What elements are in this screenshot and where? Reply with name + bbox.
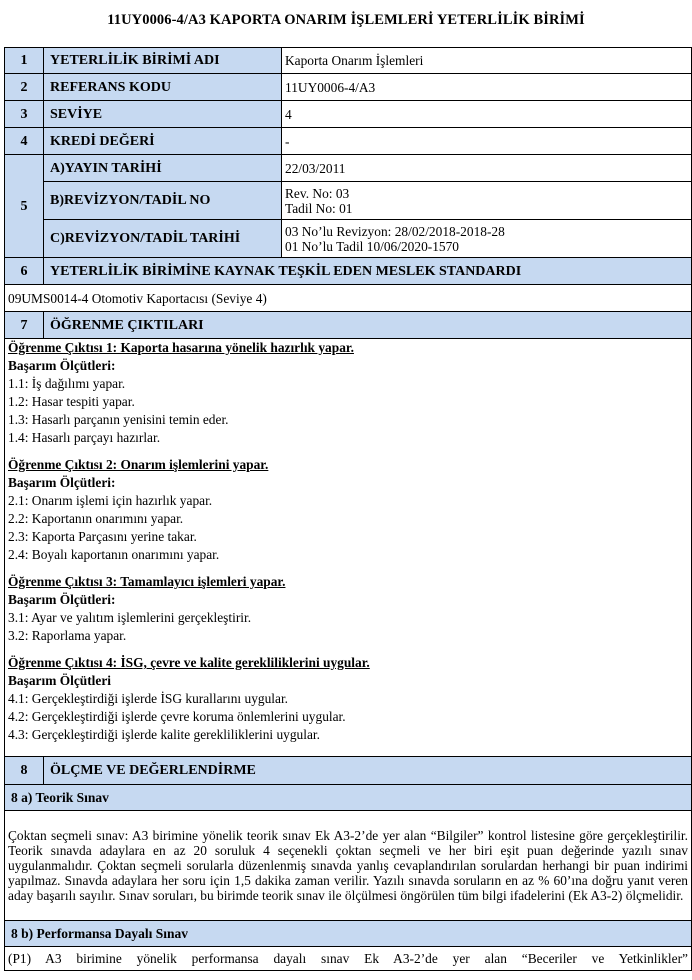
criteria-label: Başarım Ölçütleri (8, 673, 112, 688)
row-revision-date (5, 220, 692, 258)
criterion-item: 2.4: Boyalı kaportanın onarımını yapar. (8, 547, 220, 562)
row-number: 2 (5, 74, 44, 101)
credit-value: - (282, 128, 692, 155)
criterion-item: 4.2: Gerçekleştirdiği işlerde çevre koruma önlemlerini uygular. (8, 709, 346, 724)
level-value: 4 (282, 101, 692, 128)
publish-date-label: A)YAYIN TARİHİ (44, 155, 282, 182)
outcome-title: Öğrenme Çıktısı 2: Onarım işlemlerini yapar. (8, 457, 269, 472)
criterion-item: 2.1: Onarım işlemi için hazırlık yapar. (8, 493, 213, 508)
row-learning-outcomes-header (5, 312, 692, 339)
row-number: 4 (5, 128, 44, 155)
unit-name-label: YETERLİLİK BİRİMİ ADI (44, 48, 282, 74)
row-unit-name (5, 48, 692, 74)
row-number: 5 (5, 155, 44, 258)
criterion-item: 3.1: Ayar ve yalıtım işlemlerini gerçekleştirir. (8, 610, 252, 625)
criterion-item: 1.2: Hasar tespiti yapar. (8, 394, 135, 409)
row-reference-code (5, 74, 692, 101)
revision-no-label: B)REVİZYON/TADİL NO (44, 182, 282, 220)
criterion-item: 2.3: Kaporta Parçasını yerine takar. (8, 529, 197, 544)
publish-date-value: 22/03/2011 (282, 155, 692, 182)
row-theory-exam (5, 811, 692, 921)
revision-no-value (282, 182, 692, 220)
criterion-item: 4.1: Gerçekleştirdiği işlerde İSG kurallarını uygular. (8, 691, 289, 706)
outcome-title: Öğrenme Çıktısı 1: Kaporta hasarına yönelik hazırlık yapar. (8, 340, 354, 355)
criterion-item: 4.3: Gerçekleştirdiği işlerde kalite gerekliliklerini uygular. (8, 727, 320, 742)
row-number: 8 (5, 757, 44, 785)
row-level (5, 101, 692, 128)
outcome-title: Öğrenme Çıktısı 4: İSG, çevre ve kalite gerekliliklerini uygular. (8, 655, 370, 670)
criterion-item: 1.1: İş dağılımı yapar. (8, 376, 126, 391)
theory-exam-label: 8 a) Teorik Sınav (5, 785, 692, 811)
performance-exam-label: 8 b) Performansa Dayalı Sınav (5, 921, 692, 947)
performance-exam-text: (P1) A3 birimine yönelik performansa dayalı sınav Ek A3-2’de yer alan “Beceriler ve Yetkinlikler” (5, 947, 692, 971)
theory-exam-text: Çoktan seçmeli sınav: A3 birimine yönelik teorik sınav Ek A3-2’de yer alan “Bilgiler” kontrol listesine göre gerçekleştirilir. Teorik sınavda adaylara en az 20 soruluk 4 seçenekli çoktan seçmeli ve her biri eşit puan değerinde yazılı sınav uygulanmalıdır. Çoktan seçmeli sorularla düzenlenmiş sınavda yanlış cevaplandırılan sorulardan herhangi bir puan indirimi yapılmaz. Sınavda adaylara her soru için 1,5 dakika zaman verilir. Yazılı sınavda soruların en az % 60’ına doğru yanıt veren aday başarılı sayılır. Sınav soruları, bu birimde teorik sınav ile ölçülmesi öngörülen tüm bilgi ifadelerini (Ek A3-2) ölçmelidir. (5, 811, 692, 921)
amendment-number: Tadil No: 01 (285, 200, 353, 216)
row-number: 7 (5, 312, 44, 339)
row-number: 6 (5, 258, 44, 285)
criterion-item: 2.2: Kaportanın onarımını yapar. (8, 511, 184, 526)
assessment-label: ÖLÇME VE DEĞERLENDİRME (44, 757, 692, 785)
row-source-standard-header (5, 258, 692, 285)
amendment-date: 01 No’lu Tadil 10/06/2020-1570 (285, 238, 459, 254)
reference-code-value: 11UY0006-4/A3 (282, 74, 692, 101)
unit-table (4, 47, 692, 971)
row-publish-date (5, 155, 692, 182)
row-performance-exam (5, 947, 692, 971)
criteria-label: Başarım Ölçütleri: (8, 358, 116, 373)
row-credit (5, 128, 692, 155)
page-title: 11UY0006-4/A3 KAPORTA ONARIM İŞLEMLERİ YETERLİLİK BİRİMİ (107, 12, 585, 28)
criterion-item: 1.3: Hasarlı parçanın yenisini temin eder. (8, 412, 229, 427)
learning-outcomes-content (5, 339, 692, 757)
row-source-standard (5, 285, 692, 312)
unit-name-value: Kaporta Onarım İşlemleri (282, 48, 692, 74)
revision-number: Rev. No: 03 (285, 185, 350, 201)
criteria-label: Başarım Ölçütleri: (8, 475, 116, 490)
row-theory-exam-header (5, 785, 692, 811)
row-revision-no (5, 182, 692, 220)
criterion-item: 1.4: Hasarlı parçayı hazırlar. (8, 430, 161, 445)
row-performance-exam-header (5, 921, 692, 947)
row-assessment-header (5, 757, 692, 785)
criteria-label: Başarım Ölçütleri: (8, 592, 116, 607)
source-standard-value: 09UMS0014-4 Otomotiv Kaportacısı (Seviye 4) (5, 285, 692, 312)
revision-date-label: C)REVİZYON/TADİL TARİHİ (44, 220, 282, 258)
revision-date: 03 No’lu Revizyon: 28/02/2018-2018-28 (285, 223, 505, 239)
revision-date-value (282, 220, 692, 258)
learning-outcomes-label: ÖĞRENME ÇIKTILARI (44, 312, 692, 339)
row-number: 3 (5, 101, 44, 128)
level-label: SEVİYE (44, 101, 282, 128)
row-learning-outcomes (5, 339, 692, 757)
criterion-item: 3.2: Raporlama yapar. (8, 628, 127, 643)
reference-code-label: REFERANS KODU (44, 74, 282, 101)
credit-label: KREDİ DEĞERİ (44, 128, 282, 155)
outcome-title: Öğrenme Çıktısı 3: Tamamlayıcı işlemleri yapar. (8, 574, 286, 589)
row-number: 1 (5, 48, 44, 74)
source-standard-label: YETERLİLİK BİRİMİNE KAYNAK TEŞKİL EDEN MESLEK STANDARDI (44, 258, 692, 285)
